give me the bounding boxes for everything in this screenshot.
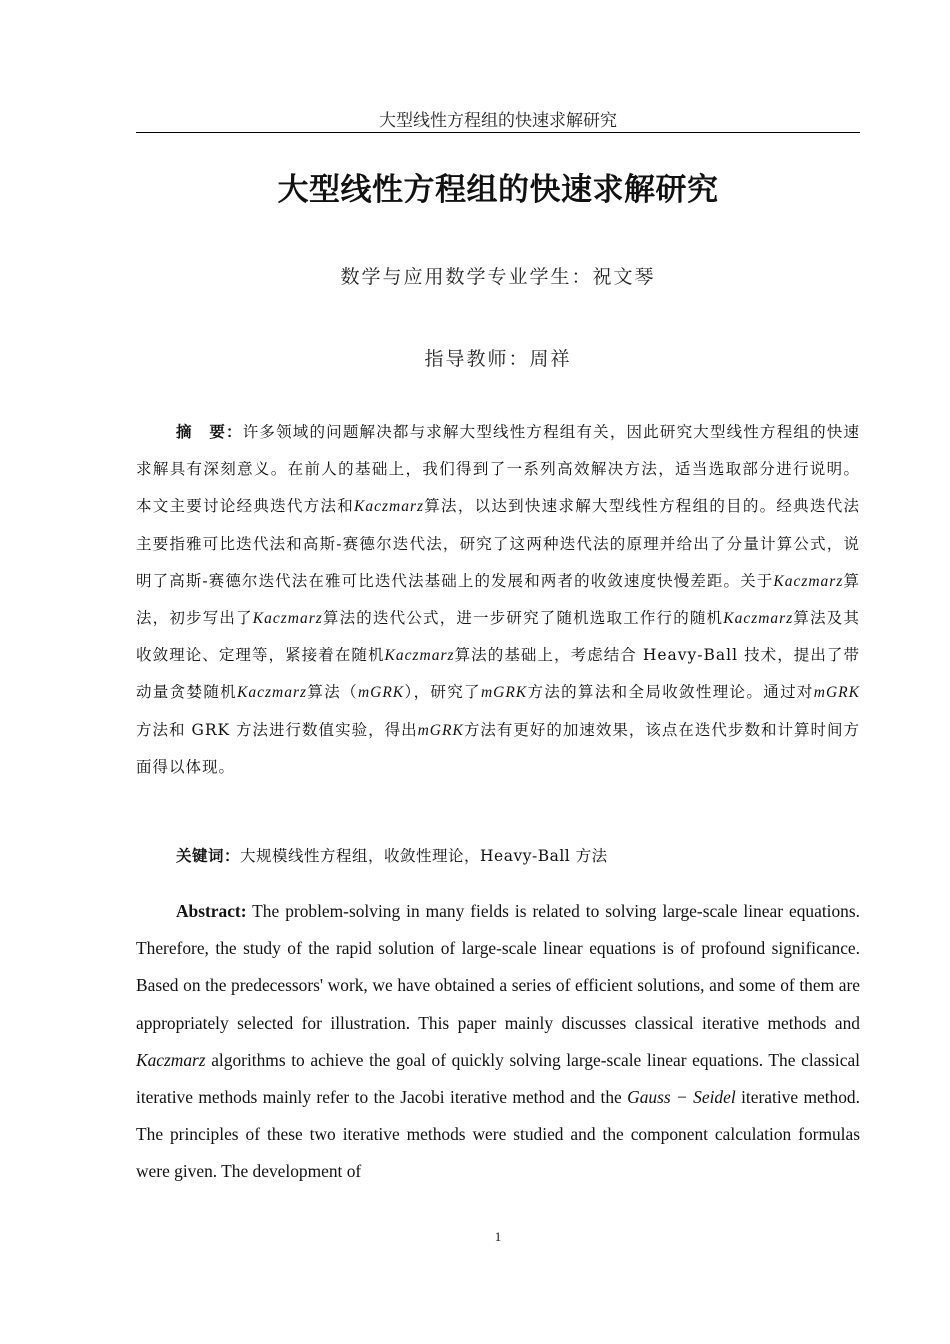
abstract-text: iterative method. The principles of these two iterative methods were studied and the component calculation formulas were given. The development of [136, 1087, 860, 1182]
abstract-text: algorithms to achieve the goal of quickly solving large-scale linear equations. The classical iterative methods mainly refer to the Jacobi iterative method and the [136, 1049, 860, 1108]
chinese-abstract-label: 摘 要： [176, 422, 243, 441]
term-kaczmarz: Kaczmarz [723, 610, 794, 628]
abstract-text: 方法的算法和全局收敛性理论。通过对 [527, 683, 814, 702]
term-mgrk: mGRK [480, 684, 528, 702]
term-kaczmarz: Kaczmarz [384, 647, 455, 665]
term-kaczmarz: Kaczmarz [252, 610, 323, 628]
term-kaczmarz: Kaczmarz [773, 572, 844, 590]
english-abstract-paragraph [136, 893, 860, 1191]
page-number: 1 [494, 1229, 502, 1244]
abstract-text: 算法的基础上，考虑结合 Heavy-Ball 技术，提出了带动量贪婪随机 [136, 646, 860, 702]
abstract-text: ），研究了 [404, 683, 481, 702]
term-mgrk: mGRK [813, 684, 860, 702]
abstract-text: 算法，以达到快速求解大型线性方程组的目的。经典迭代法主要指雅可比迭代法和高斯-赛德尔迭代法，研究了这两种迭代法的原理并给出了分量计算公式，说明了高斯-赛德尔迭代法在雅可比迭代法基础上的发展和两者的收敛速度快慢差距。关于 [136, 497, 860, 590]
chinese-abstract [136, 413, 860, 786]
term-mgrk: mGRK [357, 684, 405, 702]
header-rule [136, 132, 860, 133]
abstract-text: The problem-solving in many fields is related to solving large-scale linear equations. Therefore, the study of the rapid solution of large-scale linear equations is of profound significance. Based on the predecessors' work, we have obtained a series of efficient solutions, and some of them are appropriately selected for illustration. This paper mainly discusses classical iterative methods and [136, 901, 860, 1033]
abstract-text: 方法有更好的加速效果，该点在迭代步数和计算时间方面得以体现。 [136, 720, 860, 776]
term-kaczmarz: Kaczmarz [354, 498, 425, 516]
advisor-line: 指导教师：周祥 [424, 348, 572, 370]
abstract-text: 算法，初步写出了 [136, 571, 860, 628]
author-line: 数学与应用数学专业学生：祝文琴 [340, 266, 656, 288]
term-mgrk: mGRK [417, 721, 464, 739]
abstract-text: 方法和 GRK 方法进行数值实验，得出 [136, 720, 418, 739]
keywords-text: 大规模线性方程组，收敛性理论，Heavy-Ball 方法 [240, 847, 608, 865]
keywords-line [136, 843, 860, 869]
term-gauss-seidel: Gauss − Seidel [627, 1087, 736, 1108]
chinese-abstract-paragraph [136, 413, 860, 786]
abstract-text: 许多领域的问题解决都与求解大型线性方程组有关，因此研究大型线性方程组的快速求解具有深刻意义。在前人的基础上，我们得到了一系列高效解决方法，适当选取部分进行说明。本文主要讨论经典迭代方法和 [136, 423, 860, 516]
paper-title: 大型线性方程组的快速求解研究 [277, 172, 719, 208]
abstract-text: 算法（ [307, 683, 358, 702]
running-header: 大型线性方程组的快速求解研究 [379, 111, 617, 131]
keywords-label: 关键词： [176, 846, 241, 865]
english-abstract [136, 893, 860, 1191]
english-abstract-label: Abstract: [176, 901, 247, 921]
abstract-text: 算法的迭代公式，进一步研究了随机选取工作行的随机 [322, 609, 724, 628]
term-kaczmarz: Kaczmarz [237, 684, 308, 702]
term-kaczmarz: Kaczmarz [136, 1049, 206, 1070]
abstract-text: 算法及其收敛理论、定理等，紧接着在随机 [136, 609, 860, 665]
